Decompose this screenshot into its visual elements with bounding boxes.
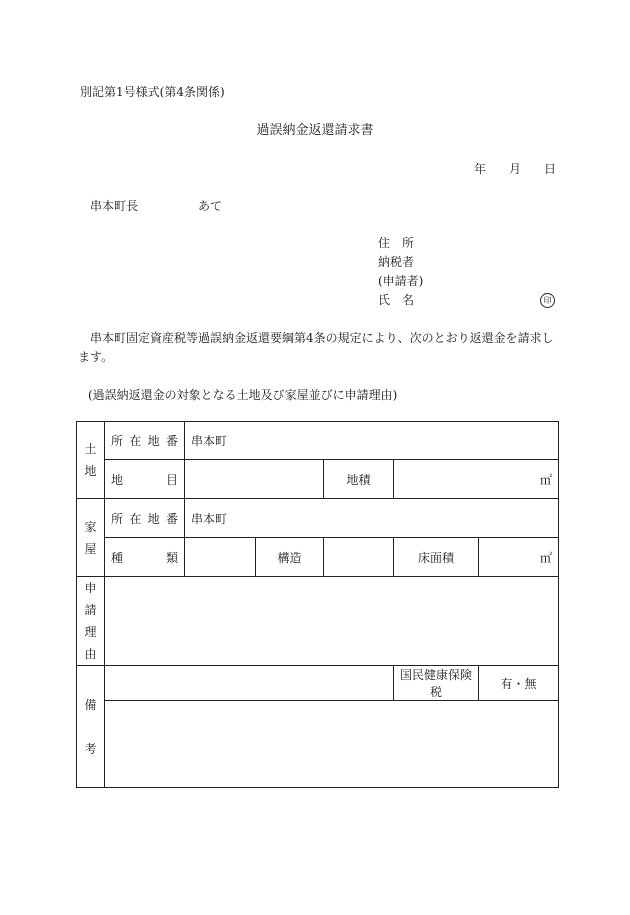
remarks-section-label: 備 考 <box>77 666 105 788</box>
nhi-tax-choice: 有・無 <box>479 666 559 701</box>
date-month-label: 月 <box>509 162 522 176</box>
house-floor-area-label: 床面積 <box>394 538 479 577</box>
land-area-label: 地積 <box>324 460 394 499</box>
house-type-label: 種類 <box>105 538 185 577</box>
form-id: 別記第1号様式(第4条関係) <box>80 85 225 99</box>
name-label: 氏 名 <box>378 293 415 307</box>
house-structure-label: 構造 <box>256 538 324 577</box>
land-area-unit: ㎡ <box>394 460 559 499</box>
land-section-label: 土 地 <box>77 422 105 499</box>
house-floor-area-unit: ㎡ <box>479 538 559 577</box>
date-year-label: 年 <box>474 162 487 176</box>
remarks-top-field <box>105 666 394 701</box>
house-location-value: 串本町 <box>185 499 559 538</box>
house-structure-value <box>324 538 394 577</box>
reason-field <box>105 577 559 666</box>
reason-section-label: 申 請 理 由 <box>77 577 105 666</box>
house-section-label: 家 屋 <box>77 499 105 577</box>
taxpayer-label: 納税者 <box>378 255 415 269</box>
addressee-suffix: あて <box>198 199 223 213</box>
remarks-field <box>105 701 559 788</box>
document-title: 過誤納金返還請求書 <box>256 123 374 138</box>
address-label: 住 所 <box>378 236 415 250</box>
house-location-label: 所在地番 <box>105 499 185 538</box>
body-text: 串本町固定資産税等過誤納金返還要綱第4条の規定により、次のとおり返還金を請求します。 <box>78 331 554 364</box>
table-subheading: (過誤納返還金の対象となる土地及び家屋並びに申請理由) <box>88 388 398 402</box>
addressee <box>90 199 223 213</box>
land-category-value <box>185 460 324 499</box>
request-table <box>76 421 559 788</box>
applicant-label: (申請者) <box>378 274 424 288</box>
nhi-tax-label: 国民健康保険税 <box>394 666 479 701</box>
applicant-block <box>378 237 558 313</box>
land-location-label: 所在地番 <box>105 422 185 460</box>
land-category-label: 地目 <box>105 460 185 499</box>
land-location-value: 串本町 <box>185 422 559 460</box>
house-type-value <box>185 538 256 577</box>
addressee-name: 串本町長 <box>90 199 139 213</box>
date-day-label: 日 <box>544 162 557 176</box>
seal-mark: 印 <box>540 293 555 308</box>
